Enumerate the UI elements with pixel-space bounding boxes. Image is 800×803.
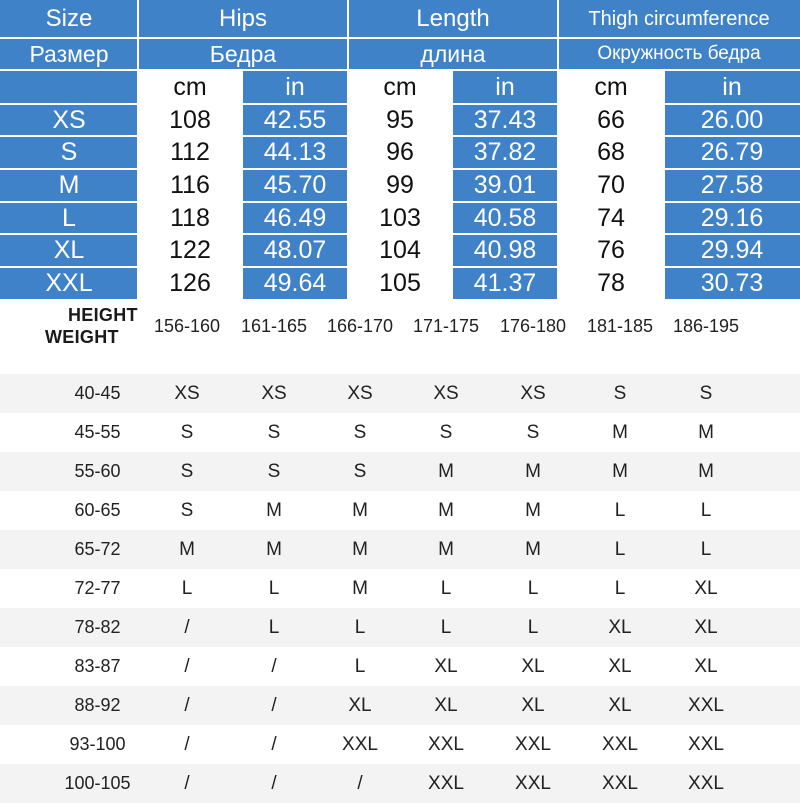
chart-row bbox=[0, 764, 800, 803]
hips-cm-value: 112 bbox=[138, 136, 242, 169]
recommended-size: L bbox=[614, 538, 626, 560]
recommended-size: XL bbox=[608, 694, 632, 716]
chart-row bbox=[0, 608, 800, 647]
chart-header bbox=[0, 299, 800, 373]
recommended-size: S bbox=[267, 460, 281, 482]
thigh-in-value: 29.16 bbox=[664, 202, 800, 234]
length-header-ru: длина bbox=[348, 38, 558, 70]
recommended-size: M bbox=[525, 538, 541, 560]
size-header-en: Size bbox=[0, 0, 138, 38]
recommended-size: XL bbox=[694, 616, 718, 638]
length-in-value: 40.98 bbox=[452, 234, 558, 267]
weight-range: 100-105 bbox=[64, 773, 131, 793]
length-in-value: 37.43 bbox=[452, 104, 558, 136]
table-divider bbox=[0, 201, 800, 203]
unit-label: cm bbox=[348, 70, 452, 104]
chart-row bbox=[0, 530, 800, 569]
recommended-size: XXL bbox=[342, 733, 378, 755]
recommended-size: XXL bbox=[515, 733, 551, 755]
thigh-in-value: 26.00 bbox=[664, 104, 800, 136]
recommended-size: XXL bbox=[688, 772, 724, 794]
hips-cm-value: 118 bbox=[138, 202, 242, 234]
height-range: 181-185 bbox=[586, 316, 654, 336]
height-range: 186-195 bbox=[672, 316, 740, 336]
unit-label: in bbox=[452, 70, 558, 104]
hips-in-value: 46.49 bbox=[242, 202, 348, 234]
recommended-size: XXL bbox=[515, 772, 551, 794]
weight-axis-label: WEIGHT bbox=[45, 327, 119, 347]
chart-row bbox=[0, 686, 800, 725]
thigh-cm-value: 76 bbox=[558, 234, 664, 267]
hips-header-ru: Бедра bbox=[138, 38, 348, 70]
unit-label: in bbox=[664, 70, 800, 104]
recommended-size: XXL bbox=[602, 772, 638, 794]
size-header-ru: Размер bbox=[0, 38, 138, 70]
recommended-size: / bbox=[184, 694, 190, 716]
recommended-size: S bbox=[180, 460, 194, 482]
thigh-cm-value: 78 bbox=[558, 267, 664, 299]
recommended-size: XS bbox=[174, 382, 200, 404]
recommended-size: XXL bbox=[428, 772, 464, 794]
recommended-size: M bbox=[612, 460, 628, 482]
recommended-size: S bbox=[180, 421, 194, 443]
table-divider bbox=[0, 233, 800, 235]
recommended-size: M bbox=[698, 460, 714, 482]
length-cm-value: 104 bbox=[348, 234, 452, 267]
unit-label: in bbox=[242, 70, 348, 104]
table-row bbox=[0, 136, 800, 169]
recommended-size: L bbox=[354, 655, 366, 677]
recommended-size: L bbox=[700, 499, 712, 521]
chart-row bbox=[0, 647, 800, 686]
weight-range: 55-60 bbox=[74, 461, 121, 481]
recommended-size: L bbox=[440, 577, 452, 599]
recommended-size: S bbox=[267, 421, 281, 443]
thigh-header-en: Thigh circumference bbox=[558, 0, 800, 38]
recommended-size: M bbox=[438, 499, 454, 521]
length-in-value: 39.01 bbox=[452, 169, 558, 202]
weight-range: 88-92 bbox=[74, 695, 121, 715]
recommended-size: L bbox=[527, 616, 539, 638]
recommended-size: XS bbox=[520, 382, 546, 404]
height-range: 166-170 bbox=[326, 316, 394, 336]
hips-header-en: Hips bbox=[138, 0, 348, 38]
recommended-size: M bbox=[179, 538, 195, 560]
size-label: M bbox=[0, 169, 138, 202]
hips-in-value: 48.07 bbox=[242, 234, 348, 267]
recommended-size: M bbox=[266, 499, 282, 521]
chart-row bbox=[0, 569, 800, 608]
thigh-in-value: 26.79 bbox=[664, 136, 800, 169]
recommended-size: XL bbox=[434, 655, 458, 677]
weight-range: 93-100 bbox=[69, 734, 126, 754]
size-measurement-table bbox=[0, 0, 800, 299]
length-in-value: 37.82 bbox=[452, 136, 558, 169]
thigh-in-value: 27.58 bbox=[664, 169, 800, 202]
table-header-english bbox=[0, 0, 800, 38]
recommended-size: L bbox=[527, 577, 539, 599]
height-range: 161-165 bbox=[240, 316, 308, 336]
recommended-size: / bbox=[271, 694, 277, 716]
weight-range: 78-82 bbox=[74, 617, 121, 637]
recommended-size: S bbox=[526, 421, 540, 443]
recommended-size: / bbox=[184, 616, 190, 638]
recommended-size: XXL bbox=[688, 694, 724, 716]
length-header-en: Length bbox=[348, 0, 558, 38]
thigh-cm-value: 68 bbox=[558, 136, 664, 169]
recommended-size: M bbox=[612, 421, 628, 443]
table-row bbox=[0, 169, 800, 202]
hips-in-value: 49.64 bbox=[242, 267, 348, 299]
table-row bbox=[0, 234, 800, 267]
weight-range: 72-77 bbox=[74, 578, 121, 598]
recommended-size: L bbox=[268, 577, 280, 599]
recommended-size: L bbox=[181, 577, 193, 599]
recommended-size: M bbox=[438, 460, 454, 482]
table-divider bbox=[347, 0, 349, 299]
recommended-size: L bbox=[614, 499, 626, 521]
recommended-size: XS bbox=[433, 382, 459, 404]
unit-label: cm bbox=[558, 70, 664, 104]
recommended-size: XL bbox=[694, 655, 718, 677]
table-divider bbox=[0, 69, 800, 71]
height-range: 171-175 bbox=[412, 316, 480, 336]
table-row bbox=[0, 267, 800, 299]
size-label: L bbox=[0, 202, 138, 234]
chart-row bbox=[0, 491, 800, 530]
recommended-size: S bbox=[699, 382, 713, 404]
table-header-russian bbox=[0, 38, 800, 70]
recommended-size: XXL bbox=[688, 733, 724, 755]
hips-in-value: 45.70 bbox=[242, 169, 348, 202]
recommended-size: S bbox=[353, 421, 367, 443]
unit-label: cm bbox=[138, 70, 242, 104]
thigh-header-ru: Окружность бедра bbox=[558, 38, 800, 70]
height-range: 176-180 bbox=[499, 316, 567, 336]
recommended-size: / bbox=[184, 733, 190, 755]
length-cm-value: 105 bbox=[348, 267, 452, 299]
table-divider bbox=[0, 168, 800, 170]
recommended-size: S bbox=[180, 499, 194, 521]
hips-in-value: 42.55 bbox=[242, 104, 348, 136]
length-in-value: 40.58 bbox=[452, 202, 558, 234]
recommended-size: L bbox=[354, 616, 366, 638]
recommended-size: XS bbox=[261, 382, 287, 404]
chart-row bbox=[0, 374, 800, 413]
recommended-size: S bbox=[353, 460, 367, 482]
recommended-size: / bbox=[357, 772, 363, 794]
recommended-size: L bbox=[614, 577, 626, 599]
recommended-size: M bbox=[352, 538, 368, 560]
chart-row bbox=[0, 413, 800, 452]
recommended-size: XXL bbox=[602, 733, 638, 755]
recommended-size: XL bbox=[608, 655, 632, 677]
size-label: XXL bbox=[0, 267, 138, 299]
recommended-size: XL bbox=[521, 694, 545, 716]
recommended-size: L bbox=[440, 616, 452, 638]
hips-cm-value: 126 bbox=[138, 267, 242, 299]
recommended-size: / bbox=[271, 733, 277, 755]
recommended-size: M bbox=[525, 460, 541, 482]
table-divider bbox=[0, 37, 800, 39]
recommended-size: XL bbox=[608, 616, 632, 638]
units-size-cell bbox=[0, 70, 138, 104]
table-divider bbox=[0, 103, 800, 105]
recommended-size: M bbox=[352, 499, 368, 521]
recommended-size: / bbox=[271, 772, 277, 794]
length-cm-value: 95 bbox=[348, 104, 452, 136]
height-axis-label: HEIGHT bbox=[68, 305, 138, 325]
thigh-cm-value: 66 bbox=[558, 104, 664, 136]
weight-range: 65-72 bbox=[74, 539, 121, 559]
recommended-size: M bbox=[525, 499, 541, 521]
recommended-size: XL bbox=[521, 655, 545, 677]
recommended-size: XXL bbox=[428, 733, 464, 755]
hips-cm-value: 122 bbox=[138, 234, 242, 267]
thigh-in-value: 29.94 bbox=[664, 234, 800, 267]
table-divider bbox=[137, 0, 139, 299]
table-divider bbox=[0, 266, 800, 268]
recommended-size: L bbox=[268, 616, 280, 638]
table-divider bbox=[557, 0, 559, 299]
thigh-in-value: 30.73 bbox=[664, 267, 800, 299]
units-row bbox=[0, 70, 800, 104]
recommended-size: XL bbox=[348, 694, 372, 716]
hips-in-value: 44.13 bbox=[242, 136, 348, 169]
size-label: XS bbox=[0, 104, 138, 136]
size-label: S bbox=[0, 136, 138, 169]
recommended-size: M bbox=[698, 421, 714, 443]
table-row bbox=[0, 104, 800, 136]
length-in-value: 41.37 bbox=[452, 267, 558, 299]
table-divider bbox=[0, 135, 800, 137]
recommended-size: M bbox=[438, 538, 454, 560]
chart-row bbox=[0, 725, 800, 764]
recommended-size: XL bbox=[434, 694, 458, 716]
weight-range: 83-87 bbox=[74, 656, 121, 676]
length-cm-value: 103 bbox=[348, 202, 452, 234]
height-range: 156-160 bbox=[153, 316, 221, 336]
recommended-size: / bbox=[184, 655, 190, 677]
recommended-size: L bbox=[700, 538, 712, 560]
height-weight-chart bbox=[0, 299, 800, 800]
hips-cm-value: 116 bbox=[138, 169, 242, 202]
thigh-cm-value: 70 bbox=[558, 169, 664, 202]
length-cm-value: 99 bbox=[348, 169, 452, 202]
recommended-size: S bbox=[613, 382, 627, 404]
length-cm-value: 96 bbox=[348, 136, 452, 169]
table-row bbox=[0, 202, 800, 234]
recommended-size: S bbox=[439, 421, 453, 443]
recommended-size: M bbox=[266, 538, 282, 560]
size-label: XL bbox=[0, 234, 138, 267]
weight-range: 60-65 bbox=[74, 500, 121, 520]
recommended-size: XL bbox=[694, 577, 718, 599]
recommended-size: XS bbox=[347, 382, 373, 404]
hips-cm-value: 108 bbox=[138, 104, 242, 136]
recommended-size: M bbox=[352, 577, 368, 599]
thigh-cm-value: 74 bbox=[558, 202, 664, 234]
chart-row bbox=[0, 452, 800, 491]
weight-range: 40-45 bbox=[74, 383, 121, 403]
recommended-size: / bbox=[271, 655, 277, 677]
recommended-size: / bbox=[184, 772, 190, 794]
weight-range: 45-55 bbox=[74, 422, 121, 442]
